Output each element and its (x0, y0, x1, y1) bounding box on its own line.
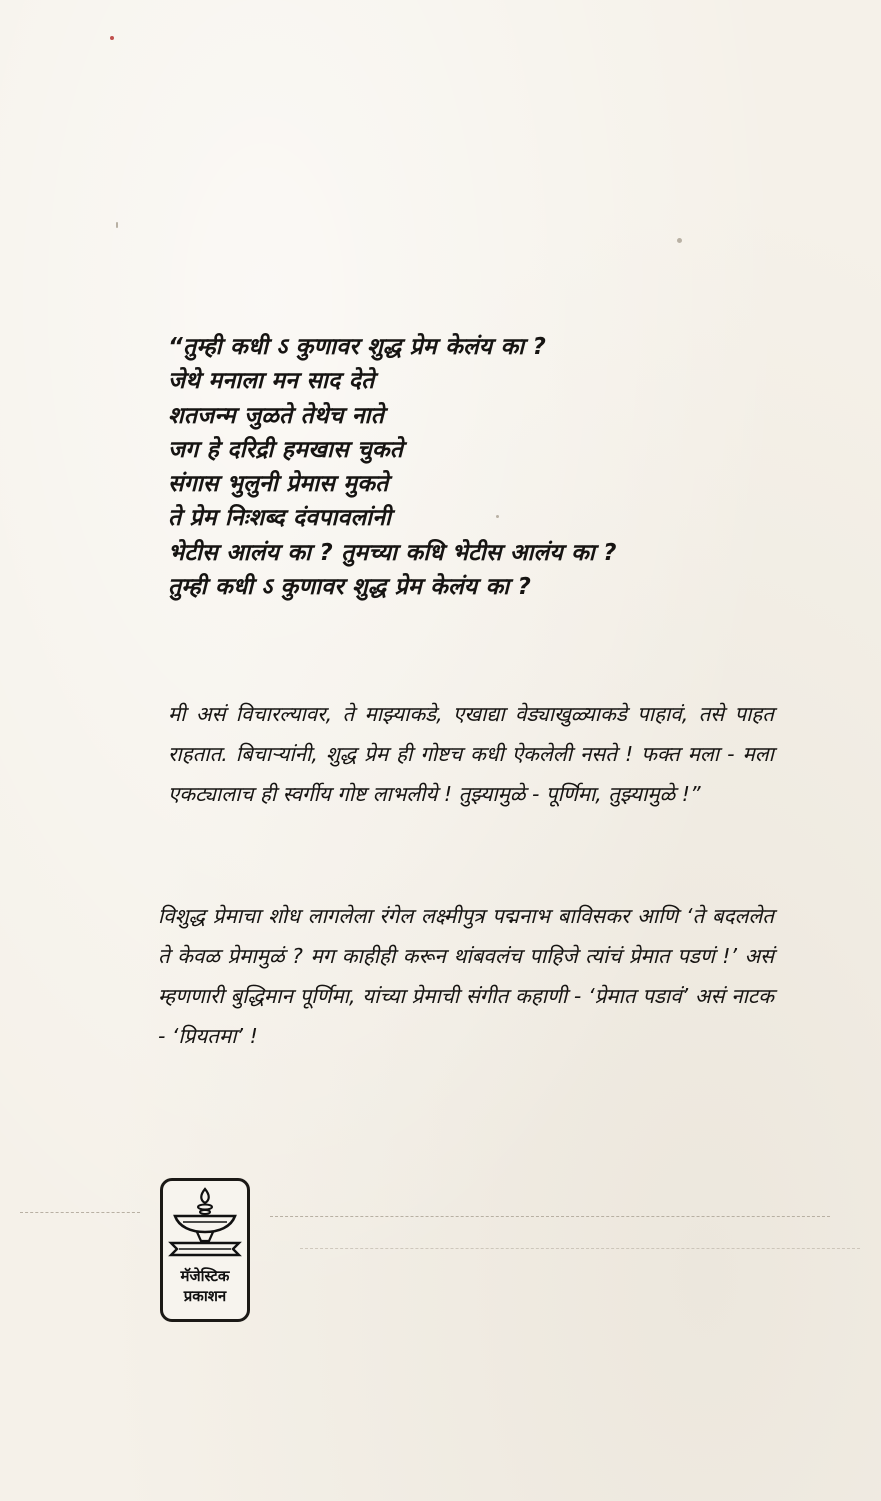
verse-line: संगास भुलुनी प्रेमास मुकते (168, 471, 389, 498)
paper-speck (677, 238, 682, 243)
lamp-icon (165, 1185, 245, 1265)
scan-artifact-line (20, 1212, 140, 1214)
verse-line: “तुम्ही कधी ऽ कुणावर शुद्ध प्रेम केलंय का ? (168, 334, 547, 360)
publisher-name-line2: प्रकाशन (183, 1287, 227, 1305)
quote-paragraph: मी असं विचारल्यावर, ते माझ्याकडे, एखाद्या वेड्याखुळ्याकडे पाहावं, तसे पाहत राहतात. बिचाऱ्यांनी, शुद्ध प्रेम ही गोष्टच कधी ऐकलेली नसते ! फक्त मला - मला एकट्यालाच ही स्वर्गीय गोष्ट लाभलीये ! तुझ्यामुळे - पूर्णिमा, तुझ्यामुळे !” (168, 702, 774, 806)
publisher-logo (160, 1178, 250, 1322)
blurb-paragraph: विशुद्ध प्रेमाचा शोध लागलेला रंगेल लक्ष्मीपुत्र पद्मनाभ बाविसकर आणि ‘ते बदललेत ते केवळ प्रेमामुळं ? मग काहीही करून थांबवलंच पाहिजे त्यांचं प्रेमात पडणं !’ असं म्हणणारी बुद्धिमान पूर्णिमा, यांच्या प्रेमाची संगीत कहाणी - ‘प्रेमात पडावं’ असं नाटक - ‘प्रियतमा’ ! (158, 904, 774, 1048)
verse-line: जेथे मनाला मन साद देते (168, 368, 375, 395)
verse-line: शतजन्म जुळते तेथेच नाते (168, 402, 385, 429)
scan-artifact-line (270, 1216, 830, 1218)
song-verse (168, 330, 808, 604)
verse-line: भेटीस आलंय का ? तुमच्या कधि भेटीस आलंय का ? (168, 539, 617, 566)
verse-line: जग हे दरिद्री हमखास चुकते (168, 436, 404, 463)
paper-speck (110, 36, 114, 40)
verse-line: तुम्ही कधी ऽ कुणावर शुद्ध प्रेम केलंय का ? (168, 574, 532, 601)
scan-artifact-line (300, 1248, 860, 1250)
verse-line: ते प्रेम निःशब्द दंवपावलांनी (168, 505, 392, 532)
publisher-name-line1: मॅजेस्टिक (180, 1267, 230, 1285)
paper-speck (116, 222, 118, 228)
